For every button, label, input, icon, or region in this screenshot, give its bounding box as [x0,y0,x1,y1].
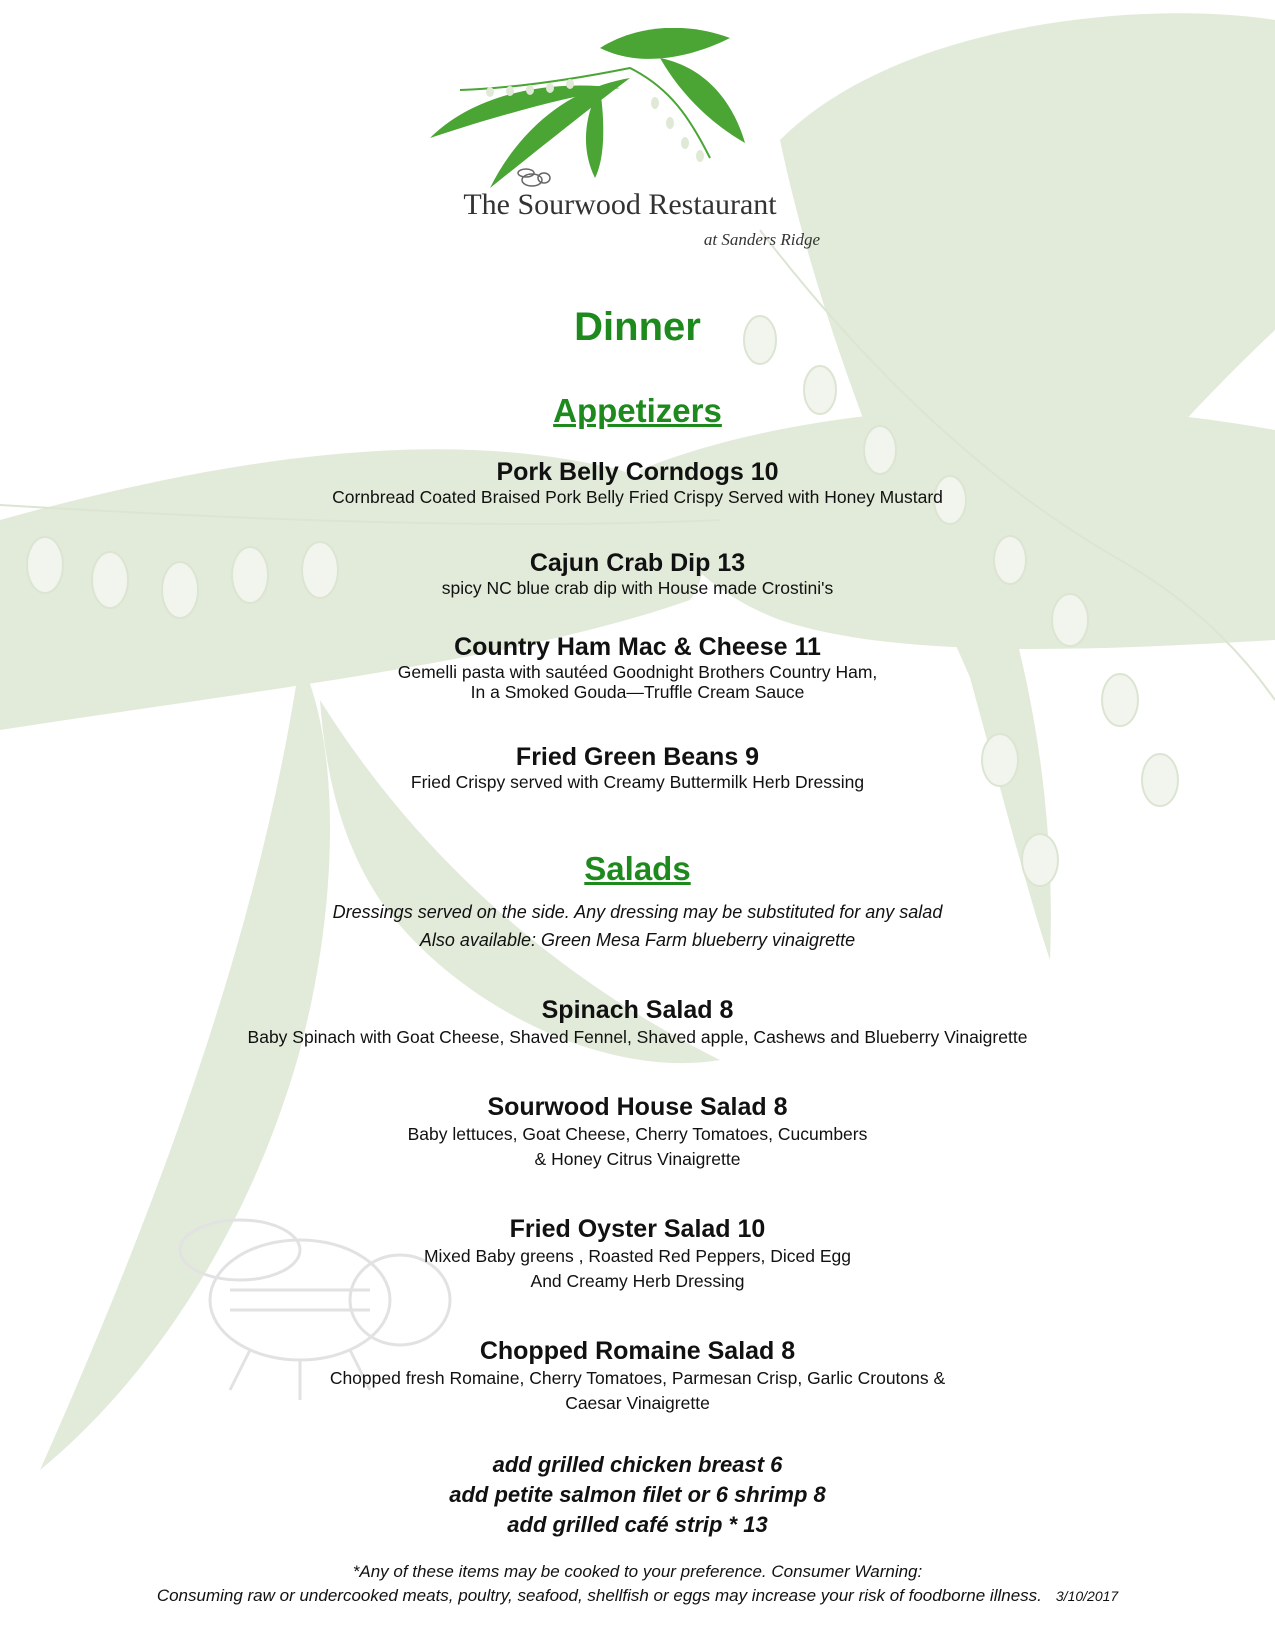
sourwood-leaf-logo [430,28,810,258]
item-description: Cornbread Coated Braised Pork Belly Fried Crispy Served with Honey Mustard [332,487,943,507]
item-description: & Honey Citrus Vinaigrette [534,1149,741,1169]
warning-line-1: *Any of these items may be cooked to your preference. Consumer Warning: [352,1562,923,1581]
menu-item-fried-oyster-salad [0,1214,1275,1294]
addon-chicken: add grilled chicken breast 6 [492,1452,783,1477]
item-description: spicy NC blue crab dip with House made Crostini's [441,578,834,598]
item-description: Mixed Baby greens , Roasted Red Peppers, Diced Egg [423,1246,852,1266]
restaurant-name: The Sourwood Restaurant [463,188,777,221]
item-description: Chopped fresh Romaine, Cherry Tomatoes, Parmesan Crisp, Garlic Croutons & [329,1368,946,1388]
menu-item-pork-belly-corndogs [0,457,1275,507]
item-name: Spinach Salad 8 [541,996,734,1024]
warning-line-2 [0,1584,1275,1608]
salad-addons [0,1450,1275,1540]
salads-note-available: Also available: Green Mesa Farm blueberry vinaigrette [419,930,856,950]
item-description: Baby Spinach with Goat Cheese, Shaved Fennel, Shaved apple, Cashews and Blueberry Vinaigrette [247,1027,1028,1047]
item-name: Fried Oyster Salad 10 [509,1215,766,1243]
item-description: Fried Crispy served with Creamy Buttermilk Herb Dressing [410,772,865,792]
menu-item-chopped-romaine-salad [0,1336,1275,1416]
item-name: Fried Green Beans 9 [515,743,760,771]
menu-item-fried-green-beans [0,742,1275,792]
restaurant-tagline: at Sanders Ridge [703,230,820,249]
consumer-warning [0,1560,1275,1608]
item-name: Chopped Romaine Salad 8 [479,1337,796,1365]
item-description: Caesar Vinaigrette [565,1393,710,1413]
menu-item-country-ham-mac-cheese [0,632,1275,702]
menu-item-cajun-crab-dip [0,548,1275,598]
appetizers-heading: Appetizers [553,392,722,429]
menu-title: Dinner [574,305,701,349]
warning-text: Consuming raw or undercooked meats, poultry, seafood, shellfish or eggs may increase your risk of foodborne illness. [156,1586,1042,1605]
salads-note-dressings: Dressings served on the side. Any dressing may be substituted for any salad [332,902,943,922]
addon-salmon-shrimp: add petite salmon filet or 6 shrimp 8 [449,1482,826,1507]
bee-icon [518,169,550,186]
item-name: Sourwood House Salad 8 [487,1093,788,1121]
menu-item-sourwood-house-salad [0,1092,1275,1172]
salads-heading: Salads [584,850,691,887]
item-name: Country Ham Mac & Cheese 11 [454,633,821,661]
item-description: In a Smoked Gouda—Truffle Cream Sauce [470,682,805,702]
menu-item-spinach-salad [0,995,1275,1050]
item-description: And Creamy Herb Dressing [530,1271,745,1291]
item-name: Cajun Crab Dip 13 [529,549,746,577]
addon-cafe-strip: add grilled café strip * 13 [507,1512,768,1537]
menu-date: 3/10/2017 [1055,1588,1119,1604]
item-description: Gemelli pasta with sautéed Goodnight Brothers Country Ham, [397,662,878,682]
item-name: Pork Belly Corndogs 10 [496,458,779,486]
item-description: Baby lettuces, Goat Cheese, Cherry Tomatoes, Cucumbers [407,1124,868,1144]
